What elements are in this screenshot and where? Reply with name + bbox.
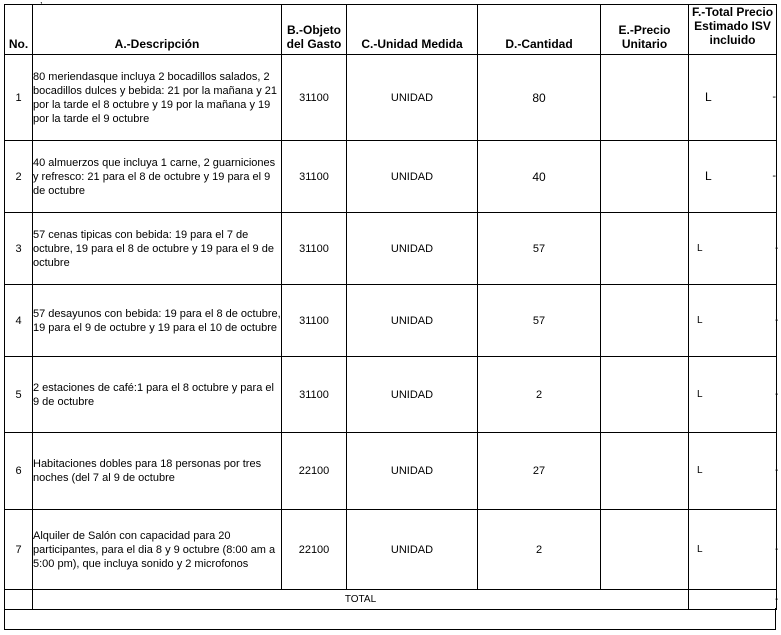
row-unidad: UNIDAD [347,357,478,433]
table-row [5,433,777,510]
row-unidad: UNIDAD [347,433,478,510]
currency-symbol: L [697,315,703,326]
row-objeto-gasto: 31100 [282,55,347,141]
row-unidad: UNIDAD [347,285,478,357]
header-objeto-gasto: B.-Objeto del Gasto [282,5,347,55]
currency-symbol: L [697,389,703,400]
row-descripcion: Alquiler de Salón con capacidad para 20 participantes, para el dia 8 y 9 octubre (8:00 am a 5:00 pm), que incluya sonido y 2 microfonos [33,510,282,590]
header-total-precio: F.-Total Precio Estimado ISV incluido [689,5,777,55]
row-descripcion: 2 estaciones de café:1 para el 8 octubre y para el 9 de octubre [33,357,282,433]
header-precio-unitario: E.-Precio Unitario [601,5,689,55]
row-precio-unitario [601,285,689,357]
table-row [5,213,777,285]
header-no: No. [5,5,33,55]
row-no: 1 [5,55,33,141]
row-objeto-gasto: 22100 [282,510,347,590]
row-no: 3 [5,213,33,285]
row-cantidad: 40 [478,141,601,213]
total-label: TOTAL [33,590,689,610]
total-value: - [772,170,776,182]
total-row-value-cell [689,590,777,610]
table-row [5,357,777,433]
currency-symbol: L [697,243,703,254]
row-no: 4 [5,285,33,357]
top-edge-mark: , [40,0,43,5]
row-total [689,510,777,590]
total-value: - [775,544,779,555]
row-total [689,55,777,141]
table-row [5,285,777,357]
row-cantidad: 80 [478,55,601,141]
total-value: - [775,465,779,476]
row-total [689,433,777,510]
row-cantidad: 2 [478,357,601,433]
header-descripcion: A.-Descripción [33,5,282,55]
row-descripcion: 57 cenas tipicas con bebida: 19 para el 7 de octubre, 19 para el 8 de octubre y 19 para el 9 de octubre [33,213,282,285]
table-bottom-frame [4,608,776,630]
row-precio-unitario [601,213,689,285]
row-no: 6 [5,433,33,510]
grand-total-value: - [775,594,779,605]
row-total [689,357,777,433]
currency-symbol: L [705,90,712,104]
currency-symbol: L [705,169,712,183]
table-row [5,141,777,213]
total-row [5,590,777,610]
row-precio-unitario [601,141,689,213]
row-unidad: UNIDAD [347,141,478,213]
row-unidad: UNIDAD [347,510,478,590]
row-no: 7 [5,510,33,590]
row-cantidad: 2 [478,510,601,590]
row-descripcion: 57 desayunos con bebida: 19 para el 8 de octubre, 19 para el 9 de octubre y 19 para el 10 de octubre [33,285,282,357]
total-value: - [775,243,779,254]
header-cantidad: D.-Cantidad [478,5,601,55]
header-unidad-medida: C.-Unidad Medida [347,5,478,55]
total-value: - [775,315,779,326]
row-no: 5 [5,357,33,433]
quotation-table [4,4,777,610]
row-total [689,285,777,357]
table-row [5,510,777,590]
currency-symbol: L [697,465,703,476]
row-objeto-gasto: 22100 [282,433,347,510]
row-precio-unitario [601,357,689,433]
total-value: - [772,91,776,103]
row-total [689,141,777,213]
row-precio-unitario [601,510,689,590]
row-objeto-gasto: 31100 [282,141,347,213]
table-row [5,55,777,141]
row-objeto-gasto: 31100 [282,213,347,285]
row-descripcion: 80 meriendasque incluya 2 bocadillos salados, 2 bocadillos dulces y bebida: 21 por la mañana y 21 por la tarde el 8 octubre y 19 por la mañana y 19 por la tarde el 9 octubre [33,55,282,141]
row-total [689,213,777,285]
row-unidad: UNIDAD [347,55,478,141]
row-descripcion: 40 almuerzos que incluya 1 carne, 2 guarniciones y refresco: 21 para el 8 de octubre y 19 para el 9 de octubre [33,141,282,213]
row-objeto-gasto: 31100 [282,357,347,433]
row-unidad: UNIDAD [347,213,478,285]
row-no: 2 [5,141,33,213]
header-row [5,5,777,55]
total-row-spacer [5,590,33,610]
row-descripcion: Habitaciones dobles para 18 personas por tres noches (del 7 al 9 de octubre [33,433,282,510]
row-cantidad: 57 [478,213,601,285]
row-objeto-gasto: 31100 [282,285,347,357]
currency-symbol: L [697,544,703,555]
row-cantidad: 27 [478,433,601,510]
row-precio-unitario [601,433,689,510]
total-value: - [775,389,779,400]
row-cantidad: 57 [478,285,601,357]
row-precio-unitario [601,55,689,141]
